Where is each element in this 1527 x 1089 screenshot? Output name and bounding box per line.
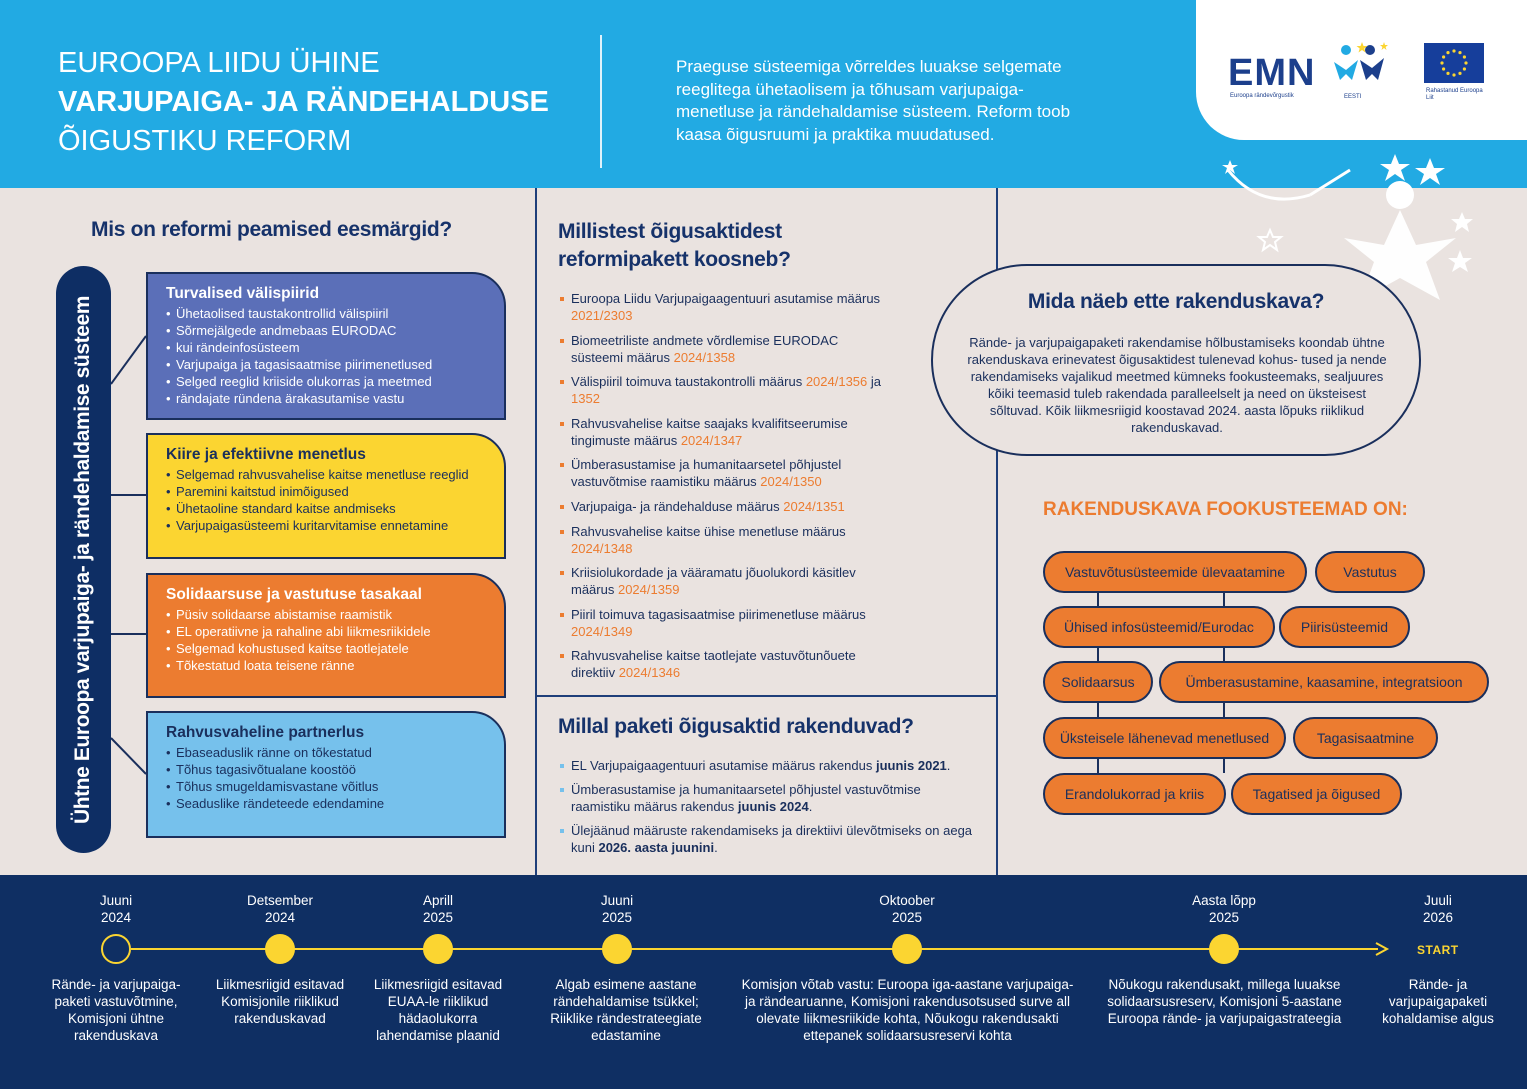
when-list <box>559 757 979 863</box>
when-item <box>559 781 979 815</box>
timeline-month: Detsember <box>246 893 314 908</box>
act-text: Kriisiolukordade ja vääramatu jõuolukordi käsitlev määrus <box>571 565 856 598</box>
timeline-dot <box>101 934 131 964</box>
eu-funding-text: Rahastanud Euroopa Liit <box>1426 88 1483 101</box>
goal-item: • Tõkestatud loata teisene ränne <box>166 657 486 674</box>
act-code: 2024/1348 <box>571 540 633 556</box>
act-item <box>559 332 889 366</box>
focus-topic-chip: Vastutus <box>1315 551 1425 593</box>
act-text: Euroopa Liidu Varjupaigaagentuuri asutamise määrus <box>571 291 881 306</box>
emn-figures-icon <box>1332 40 1392 96</box>
timeline-desc: Komisjon võtab vastu: Euroopa iga-aastane varjupaiga- ja rändearuanne, Komisjoni rakendusotsused surve all olevate liikmesriikide kohta, Nõukogu rakendusakti ettepanek solidaarsusreservi kohta <box>741 977 1074 1043</box>
timeline-start-label: START <box>1417 943 1459 957</box>
goal-title: Rahvusvaheline partnerlus <box>166 724 365 741</box>
logo-panel <box>1196 0 1527 140</box>
act-text: Rahvusvahelise kaitse taotlejate vastuvõtunõuete direktiiv <box>571 648 856 681</box>
timeline-month: Juuli <box>1424 893 1452 908</box>
acts-list <box>559 290 889 689</box>
timeline-date <box>358 892 518 926</box>
focus-topic-chip: Vastuvõtusüsteemide ülevaatamine <box>1043 551 1307 593</box>
title-line-1: EUROOPA LIIDU ÜHINE <box>58 47 380 79</box>
when-date: juunis 2021 <box>875 758 947 773</box>
divider-left-middle <box>535 188 537 875</box>
timeline-dot <box>1209 934 1239 964</box>
timeline-month: Juuni <box>600 893 634 908</box>
goal-item: • EL operatiivne ja rahaline abi liikmesriikidele <box>166 623 486 640</box>
timeline-month: Aprill <box>422 893 453 908</box>
timeline-dot <box>265 934 295 964</box>
act-item <box>559 564 889 598</box>
goals-heading: Mis on reformi peamised eesmärgid? <box>91 218 452 241</box>
act-code: 2021/2303 <box>571 308 633 323</box>
acts-heading-line-2: reformipakett koosneb? <box>558 248 791 271</box>
timeline <box>0 875 1527 1089</box>
goal-title: Kiire ja efektiivne menetlus <box>166 446 366 463</box>
act-text: Ümberasustamise ja humanitaarsetel põhjustel vastuvõtmise raamistiku määrus <box>571 457 842 490</box>
title-line-3: ÕIGUSTIKU REFORM <box>58 125 352 157</box>
system-pill-label: Ühtne Euroopa varjupaiga- ja rändehaldamise süsteem <box>71 295 94 825</box>
act-text: Biomeetriliste andmete võrdlemise EURODAC süsteemi määrus <box>571 332 839 365</box>
acts-heading-line-1: Millistest õigusaktidest <box>558 220 782 243</box>
goal-item-continued: • rändajate ründena ärakasutamise vastu <box>166 390 486 407</box>
focus-topic-chip: Erandolukorrad ja kriis <box>1043 773 1226 815</box>
timeline-date <box>827 892 987 926</box>
timeline-desc: Liikmesriigid esitavad EUAA-le riiklikud hädaolukorra lahendamise plaanid <box>373 977 503 1043</box>
goal-item: • Sõrmejälgede andmebaas EURODAC <box>166 322 486 339</box>
act-code: 2024/1346 <box>618 665 681 681</box>
intro-text: Praeguse süsteemiga võrreldes luuakse selgemate reeglitega ühetaolisem ja tõhusam varjupaiga- menetluse ja rändehaldamise süsteem. Reform toob kaasa õigusruumi ja praktika muudatused. <box>676 57 1071 144</box>
when-tail: . <box>714 840 718 855</box>
goal-item: • Selgemad kohustused kaitse taotlejatele <box>166 640 486 657</box>
arrow-right-icon <box>1374 942 1390 956</box>
when-text: EL Varjupaigaagentuuri asutamise määrus rakendus <box>571 758 876 773</box>
timeline-year: 2024 <box>100 910 132 925</box>
goal-list <box>166 606 486 674</box>
act-text: Välispiiril toimuva taustakontrolli määrus <box>571 374 806 390</box>
timeline-year: 2025 <box>422 910 454 925</box>
timeline-dot <box>892 934 922 964</box>
act-joiner: ja <box>867 374 881 390</box>
when-heading: Millal paketi õigusaktid rakenduvad? <box>558 715 914 738</box>
when-tail: . <box>946 758 951 773</box>
act-text: Varjupaiga- ja rändehalduse määrus <box>571 498 784 514</box>
goal-item: • Püsiv solidaarse abistamise raamistik <box>166 606 486 623</box>
timeline-desc: Rände- ja varjupaiga- paketi vastuvõtmine, Komisjoni ühtne rakenduskava <box>51 977 181 1043</box>
timeline-month: Juuni <box>99 893 133 908</box>
act-code: 2024/1347 <box>680 432 743 448</box>
when-text: Ümberasustamise ja humanitaarsetel põhjustel vastuvõtmise raamistiku määrus rakendus <box>571 782 921 814</box>
focus-heading: RAKENDUSKAVA FOOKUSTEEMAD ON: <box>1043 499 1408 520</box>
when-item <box>559 822 979 856</box>
act-text: Rahvusvahelise kaitse saajaks kvalifitseerumise tingimuste määrus <box>571 415 848 448</box>
focus-topic-chip: Tagasisaatmine <box>1293 717 1438 759</box>
goal-item: • Tõhus smugeldamisvastane võitlus <box>166 778 486 795</box>
goal-item: • Seaduslike rändeteede edendamine <box>166 795 486 812</box>
goal-list <box>166 466 486 534</box>
goal-item: • Varjupaiga ja tagasisaatmise piirimenetlused <box>166 356 486 373</box>
act-item <box>559 415 889 449</box>
emn-tag: EESTI <box>1344 94 1362 100</box>
act-code: 2024/1359 <box>617 582 680 598</box>
timeline-dot <box>423 934 453 964</box>
act-code: 2024/1351 <box>783 498 845 514</box>
timeline-line <box>131 948 1378 950</box>
act-item <box>559 647 889 681</box>
act-item <box>559 498 889 515</box>
timeline-date <box>36 892 196 926</box>
act-code: 2024/1350 <box>760 474 822 490</box>
title-line-2: VARJUPAIGA- JA RÄNDEHALDUSE <box>58 86 549 118</box>
plan-heading: Mida näeb ette rakenduskava? <box>1027 290 1325 313</box>
timeline-year: 2026 <box>1422 910 1454 925</box>
goal-box-procedure <box>146 433 506 559</box>
plan-text: Rände- ja varjupaigapaketi rakendamise hõlbustamiseks koondab ühtne rakenduskava erinevatest õigusaktidest tulenevad kohus- tused ja nende rakendamiseks vajalikud meetmed kümneks fookusteemaks, sealjuures kõiki teemasid tuleb rakendada paralleelselt ja need on üksteisest sõltuvad. Kõik liikmesriigid koostavad 2024. aasta lõpuks riiklikud rakenduskavad. <box>967 335 1387 435</box>
timeline-year: 2024 <box>264 910 296 925</box>
eu-flag-icon <box>1424 43 1484 83</box>
goal-item: • Paremini kaitstud inimõigused <box>166 483 486 500</box>
emn-logo: EMN <box>1228 52 1316 94</box>
timeline-date <box>1144 892 1304 926</box>
goal-title: Turvalised välispiirid <box>166 285 320 302</box>
timeline-year: 2025 <box>891 910 923 925</box>
act-item <box>559 456 889 490</box>
emn-subtitle: Euroopa rändevõrgustik <box>1230 93 1294 99</box>
act-item <box>559 373 889 407</box>
timeline-date <box>200 892 360 926</box>
goal-item: • Tõhus tagasivõtualane koostöö <box>166 761 486 778</box>
timeline-year: 2025 <box>1208 910 1240 925</box>
goal-box-partnership <box>146 711 506 838</box>
act-item <box>559 523 889 557</box>
focus-topic-chip: Solidaarsus <box>1043 661 1153 703</box>
goal-item: • Ebaseaduslik ränne on tõkestatud <box>166 744 486 761</box>
act-code: 2024/1358 <box>673 349 736 365</box>
focus-topic-chip: Piirisüsteemid <box>1279 606 1410 648</box>
goal-box-solidarity <box>146 573 506 698</box>
act-code: 2024/1349 <box>571 623 633 639</box>
timeline-desc: Algab esimene aastane rändehaldamise tsükkel; Riiklike rändestrateegiate edastamine <box>550 977 702 1043</box>
goal-item: • Ühetaoline standard kaitse andmiseks <box>166 500 486 517</box>
act-text: Piiril toimuva tagasisaatmise piirimenetluse määrus <box>571 606 866 622</box>
focus-topic-chip: Ümberasustamine, kaasamine, integratsioon <box>1159 661 1489 703</box>
goal-item: • Selgemad rahvusvahelise kaitse menetluse reeglid <box>166 466 486 483</box>
when-date: juunis 2024 <box>737 799 809 814</box>
goal-item: • Ühetaolised taustakontrollid välispiiril <box>166 305 486 322</box>
timeline-year: 2025 <box>601 910 633 925</box>
act-item <box>559 290 889 324</box>
timeline-date <box>1388 892 1488 926</box>
timeline-desc: Liikmesriigid esitavad Komisjonile riiklikud rakenduskavad <box>215 977 345 1026</box>
focus-topic-chip: Ühised infosüsteemid/Eurodac <box>1043 606 1275 648</box>
timeline-desc: Rände- ja varjupaigapaketi kohaldamise algus <box>1382 977 1494 1026</box>
timeline-desc: Nõukogu rakendusakt, millega luuakse solidaarsusreserv, Komisjoni 5-aastane Euroopa rände- ja varjupaigastrateegia <box>1107 977 1342 1026</box>
timeline-date <box>537 892 697 926</box>
goal-item: • Varjupaigasüsteemi kuritarvitamise ennetamine <box>166 517 486 534</box>
when-tail: . <box>808 799 813 814</box>
goal-item-continued: • kui rändeinfosüsteem <box>166 339 486 356</box>
when-text: Ülejäänud määruste rakendamiseks ja direktiivi ülevõtmiseks on aega kuni <box>571 823 973 855</box>
header-divider <box>600 35 602 168</box>
goal-box-borders <box>146 272 506 420</box>
goal-title: Solidaarsuse ja vastutuse tasakaal <box>166 586 422 603</box>
divider-middle-horizontal <box>535 695 998 697</box>
act-code: 1352 <box>571 391 600 407</box>
act-text: Rahvusvahelise kaitse ühise menetluse määrus <box>571 523 846 539</box>
acts-heading <box>558 218 791 274</box>
goal-list <box>166 744 486 812</box>
timeline-month: Aasta lõpp <box>1192 893 1256 908</box>
when-date: 2026. aasta juunini <box>598 840 715 855</box>
when-item <box>559 757 979 774</box>
plan-oval <box>931 264 1421 456</box>
focus-topic-chip: Tagatised ja õigused <box>1231 773 1402 815</box>
timeline-dot <box>602 934 632 964</box>
goal-item: • Selged reeglid kriiside olukorras ja meetmed <box>166 373 486 390</box>
goal-list <box>166 305 486 407</box>
act-item <box>559 606 889 640</box>
focus-topic-chip: Üksteisele lähenevad menetlused <box>1043 717 1286 759</box>
timeline-month: Oktoober <box>879 893 935 908</box>
act-code: 2024/1356 <box>805 374 868 390</box>
